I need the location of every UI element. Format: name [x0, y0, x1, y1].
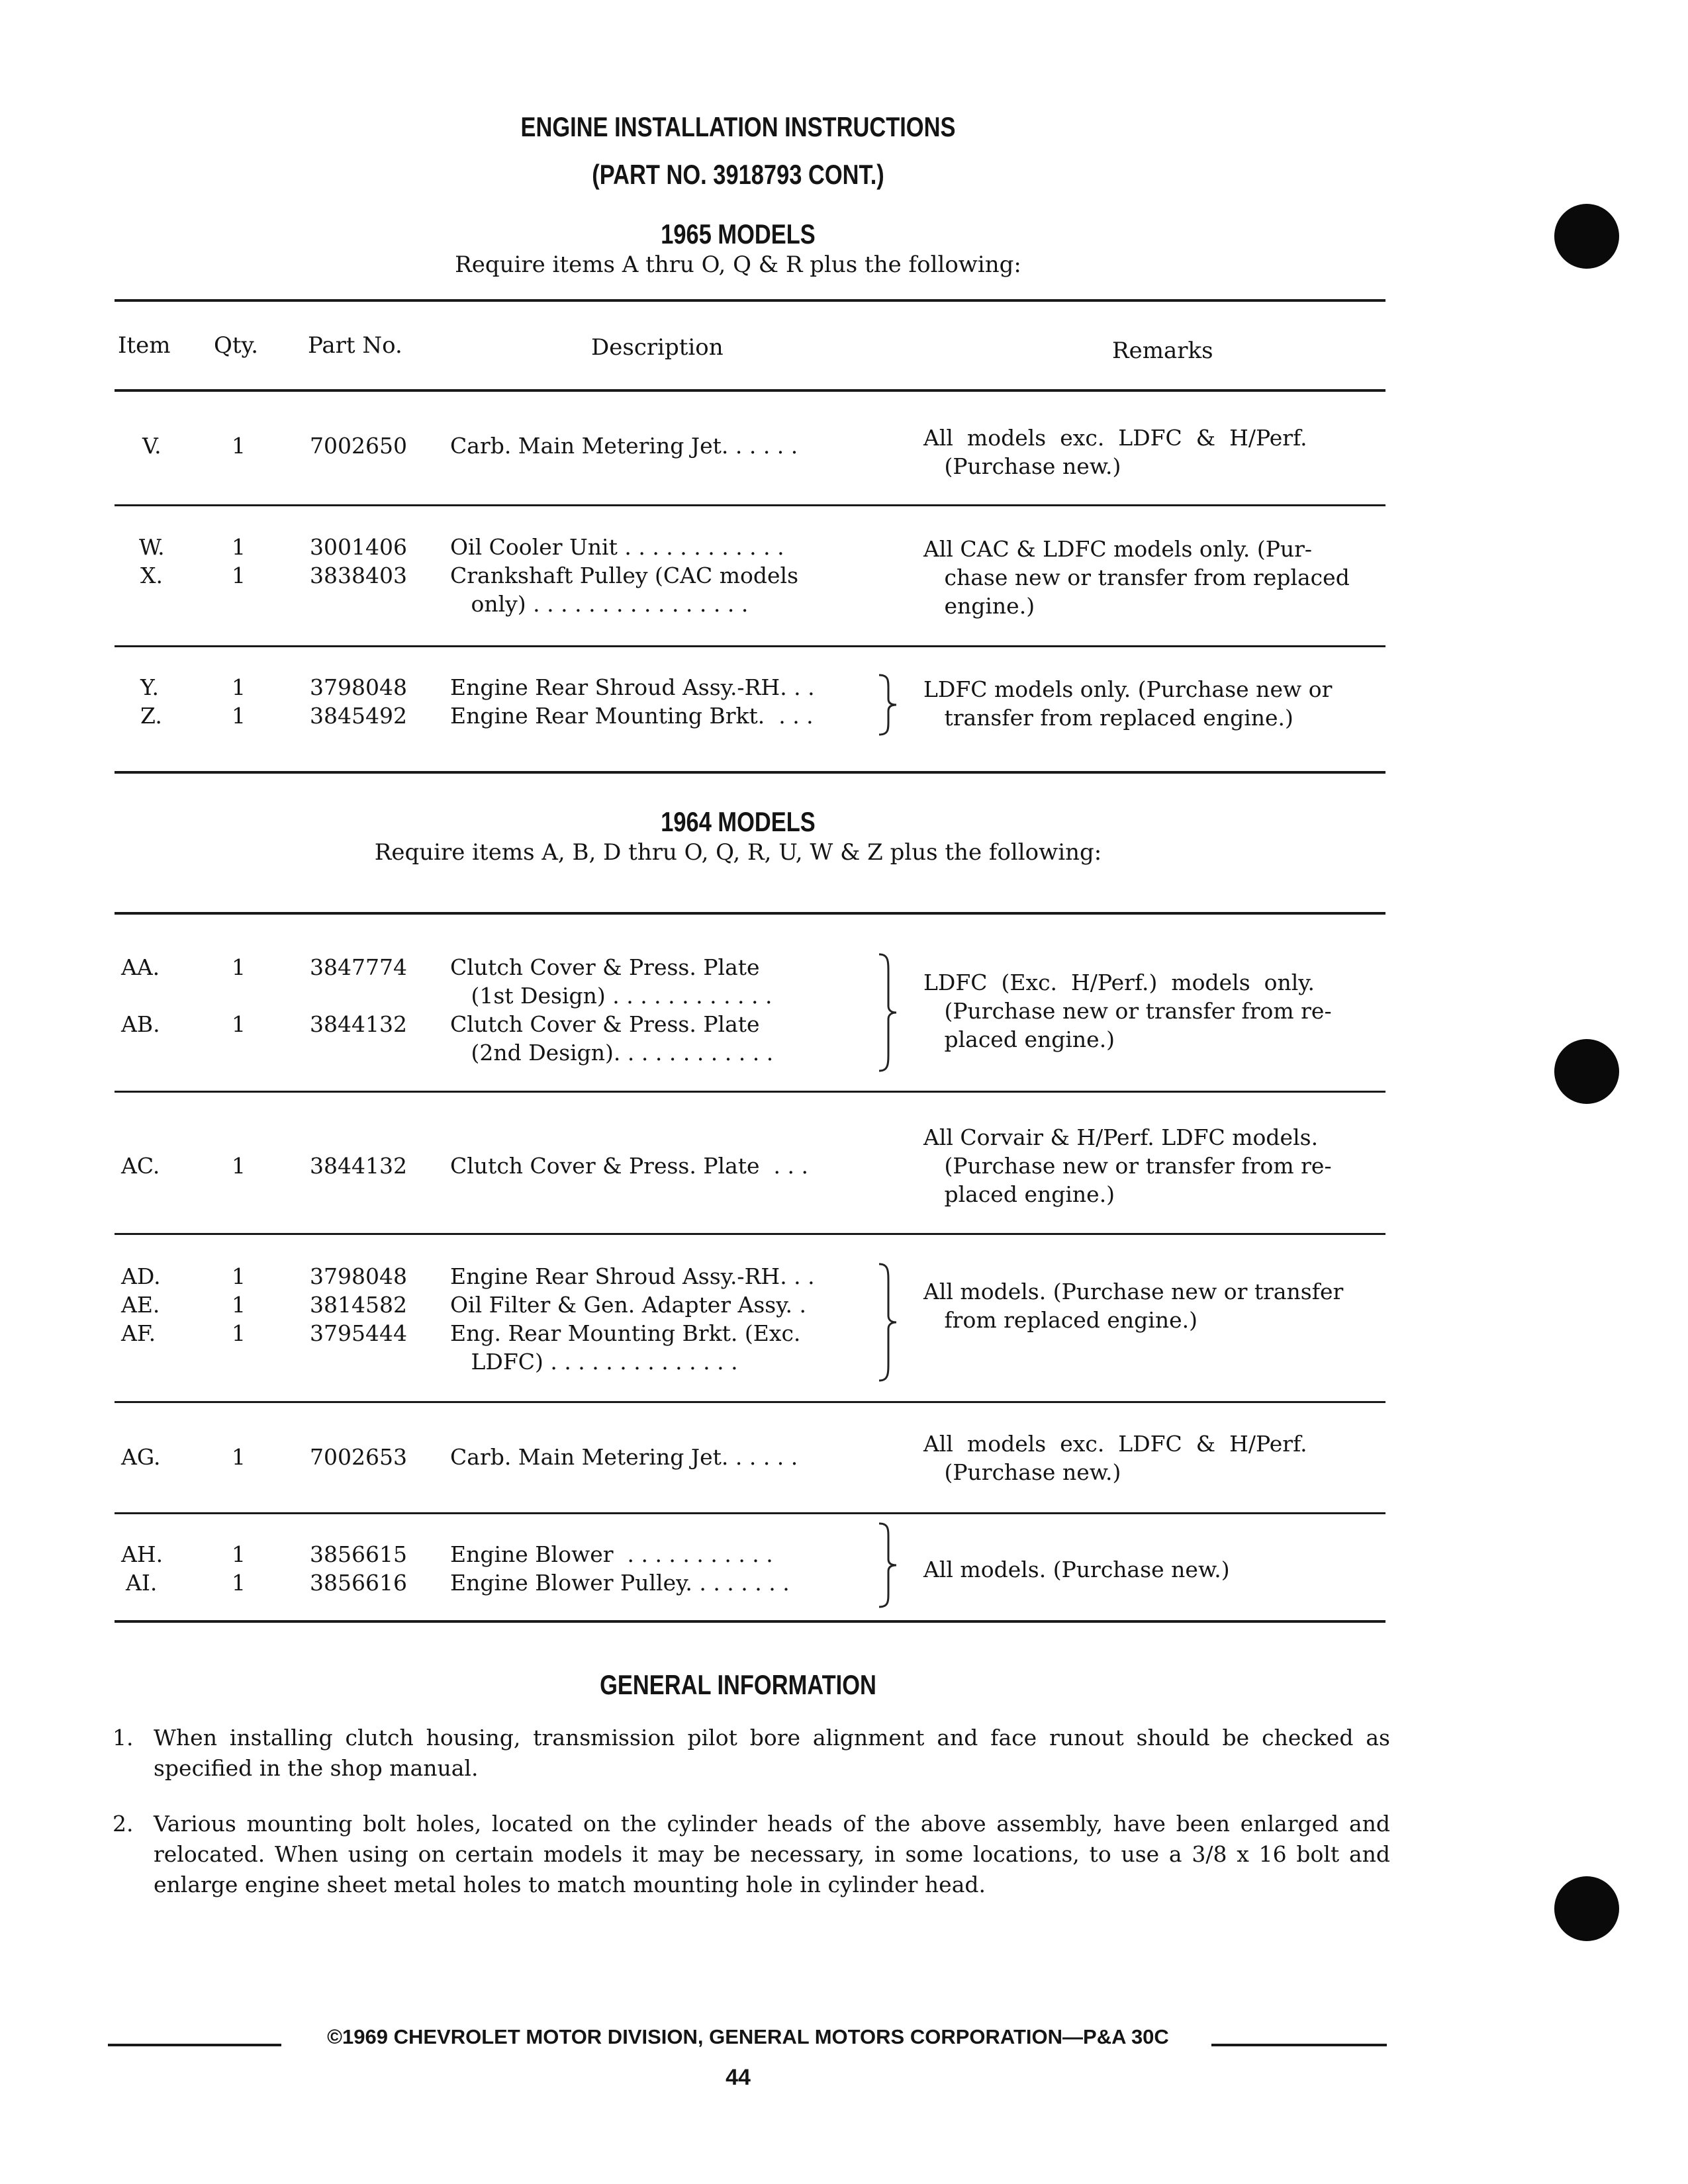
part-description: (1st Design) . . . . . . . . . . . .: [450, 983, 773, 1009]
part-number: 3798048: [310, 674, 407, 700]
footer-rule-right: [1211, 2044, 1387, 2046]
item-qty: 1: [232, 954, 246, 980]
remarks-line: placed engine.): [923, 1026, 1115, 1052]
page-subtitle: (PART NO. 3918793 CONT.): [592, 159, 884, 190]
item-qty: 1: [232, 433, 246, 459]
part-description: LDFC) . . . . . . . . . . . . . .: [450, 1349, 738, 1375]
part-description: Oil Filter & Gen. Adapter Assy. .: [450, 1292, 806, 1318]
item-qty: 1: [232, 674, 246, 700]
part-number: 3798048: [310, 1263, 407, 1289]
part-number: 7002653: [310, 1444, 407, 1470]
remarks-line: LDFC (Exc. H/Perf.) models only.: [923, 970, 1315, 995]
remarks-line: (Purchase new or transfer from re-: [923, 1153, 1332, 1179]
item-code: AI.: [126, 1570, 158, 1596]
item-code: Y.: [140, 674, 160, 700]
remarks-line: All models exc. LDFC & H/Perf.: [923, 425, 1307, 451]
part-description: (2nd Design). . . . . . . . . . . .: [450, 1040, 774, 1066]
item-qty: 1: [232, 1541, 246, 1567]
part-description: Eng. Rear Mounting Brkt. (Exc.: [450, 1320, 801, 1346]
part-number: 7002650: [310, 433, 407, 459]
part-description: only) . . . . . . . . . . . . . . . .: [450, 591, 749, 617]
part-description: Carb. Main Metering Jet. . . . . .: [450, 433, 798, 459]
item-code: W.: [139, 534, 165, 560]
general-info-item: [113, 1723, 1390, 1786]
remarks-line: All CAC & LDFC models only. (Pur-: [923, 536, 1313, 562]
item-qty: 1: [232, 563, 246, 588]
item-qty: 1: [232, 1570, 246, 1596]
remarks-line: All Corvair & H/Perf. LDFC models.: [923, 1124, 1319, 1150]
remarks-line: placed engine.): [923, 1181, 1115, 1207]
item-code: AF.: [121, 1320, 156, 1346]
brace-icon: [875, 1522, 899, 1608]
group-divider: [115, 645, 1385, 647]
remarks-line: All models exc. LDFC & H/Perf.: [923, 1431, 1307, 1457]
group-divider: [115, 1233, 1385, 1235]
group-divider: [115, 1401, 1385, 1403]
part-number: 3001406: [310, 534, 407, 560]
part-description: Crankshaft Pulley (CAC models: [450, 563, 799, 588]
group-divider: [115, 1512, 1385, 1514]
item-code: AD.: [121, 1263, 161, 1289]
binder-hole-middle: [1554, 1039, 1619, 1104]
general-information-heading: GENERAL INFORMATION: [600, 1669, 876, 1700]
section-requirement-1965: Require items A thru O, Q & R plus the following:: [455, 251, 1021, 278]
part-description: Engine Blower Pulley. . . . . . . .: [450, 1570, 790, 1596]
section-end-rule: [115, 771, 1385, 774]
remarks-line: All models. (Purchase new or transfer: [923, 1279, 1344, 1304]
item-code: AE.: [121, 1292, 160, 1318]
item-code: AG.: [121, 1444, 161, 1470]
part-number: 3795444: [310, 1320, 407, 1346]
part-description: Engine Rear Shroud Assy.-RH. . .: [450, 1263, 815, 1289]
part-description: Oil Cooler Unit . . . . . . . . . . . .: [450, 534, 784, 560]
item-qty: 1: [232, 1444, 246, 1470]
general-info-number: 2.: [113, 1811, 134, 1837]
item-code: AH.: [121, 1541, 164, 1567]
remarks-line: All models. (Purchase new.): [923, 1557, 1230, 1582]
general-info-number: 1.: [113, 1725, 134, 1751]
item-qty: 1: [232, 1263, 246, 1289]
item-qty: 1: [232, 1153, 246, 1179]
brace-icon: [875, 674, 899, 736]
remarks-line: from replaced engine.): [923, 1307, 1197, 1333]
part-description: Engine Rear Shroud Assy.-RH. . .: [450, 674, 815, 700]
footer-rule-left: [108, 2044, 281, 2046]
part-description: Clutch Cover & Press. Plate . . .: [450, 1153, 808, 1179]
section-heading-1965: 1965 MODELS: [661, 218, 816, 250]
item-code: AC.: [121, 1153, 160, 1179]
part-number: 3814582: [310, 1292, 407, 1318]
item-qty: 1: [232, 1292, 246, 1318]
part-description: Clutch Cover & Press. Plate: [450, 954, 760, 980]
binder-hole-top: [1554, 204, 1619, 269]
part-description: Clutch Cover & Press. Plate: [450, 1011, 760, 1037]
item-qty: 1: [232, 1011, 246, 1037]
column-header-description: Description: [591, 334, 724, 361]
part-number: 3856616: [310, 1570, 407, 1596]
item-qty: 1: [232, 703, 246, 729]
column-header-qty: Qty.: [214, 332, 259, 359]
section-requirement-1964: Require items A, B, D thru O, Q, R, U, W & Z plus the following:: [374, 839, 1102, 866]
general-info-text: Various mounting bolt holes, located on the cylinder heads of the above assembly, have been enlarged and relocated. When using on certain models it may be necessary, in some locations, to use a 3/8 x 16 bolt and enlarge engine sheet metal holes to match mounting hole in cylinder head.: [154, 1811, 1390, 1897]
remarks-line: engine.): [923, 593, 1035, 619]
section-heading-1964: 1964 MODELS: [661, 806, 816, 837]
page-title: ENGINE INSTALLATION INSTRUCTIONS: [520, 111, 956, 142]
part-number: 3838403: [310, 563, 407, 588]
part-description: Engine Blower . . . . . . . . . . .: [450, 1541, 773, 1567]
column-header-remarks: Remarks: [1112, 338, 1213, 364]
remarks-line: (Purchase new.): [923, 453, 1121, 479]
item-code: Z.: [140, 703, 162, 729]
part-description: Carb. Main Metering Jet. . . . . .: [450, 1444, 798, 1470]
header-bottom-rule: [115, 389, 1385, 392]
part-number: 3844132: [310, 1011, 407, 1037]
remarks-line: (Purchase new or transfer from re-: [923, 998, 1332, 1024]
remarks-line: (Purchase new.): [923, 1459, 1121, 1485]
part-number: 3847774: [310, 954, 407, 980]
page-number: 44: [726, 2065, 751, 2090]
item-code: AB.: [121, 1011, 160, 1037]
part-description: Engine Rear Mounting Brkt. . . .: [450, 703, 814, 729]
item-code: AA.: [121, 954, 160, 980]
table-top-rule: [115, 912, 1385, 915]
brace-icon: [875, 1263, 899, 1382]
remarks-line: LDFC models only. (Purchase new or: [923, 676, 1333, 702]
remarks-line: chase new or transfer from replaced: [923, 565, 1350, 590]
brace-icon: [875, 953, 899, 1072]
footer-copyright: ©1969 CHEVROLET MOTOR DIVISION, GENERAL MOTORS CORPORATION—P&A 30C: [327, 2025, 1169, 2048]
item-code: X.: [140, 563, 163, 588]
table-top-rule: [115, 299, 1385, 302]
item-code: V.: [142, 433, 162, 459]
part-number: 3844132: [310, 1153, 407, 1179]
part-number: 3856615: [310, 1541, 407, 1567]
item-qty: 1: [232, 1320, 246, 1346]
column-header-item: Item: [118, 332, 171, 359]
table-bottom-rule: [115, 1620, 1385, 1623]
general-info-text: When installing clutch housing, transmission pilot bore alignment and face runout should be checked as specified in the shop manual.: [154, 1725, 1390, 1781]
group-divider: [115, 1091, 1385, 1093]
part-number: 3845492: [310, 703, 407, 729]
binder-hole-bottom: [1554, 1876, 1619, 1941]
column-header-part-no: Part No.: [308, 332, 402, 359]
item-qty: 1: [232, 534, 246, 560]
group-divider: [115, 504, 1385, 506]
general-info-item: [113, 1809, 1390, 1901]
remarks-line: transfer from replaced engine.): [923, 705, 1293, 731]
